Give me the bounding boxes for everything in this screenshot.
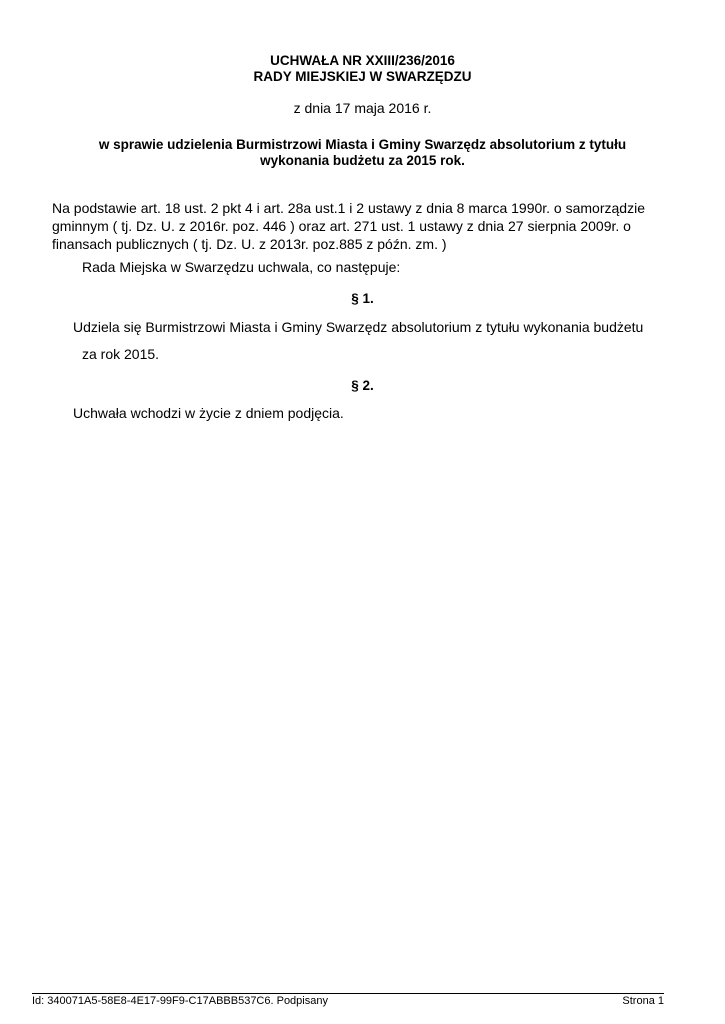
- legal-basis-line-1: Na podstawie art. 18 ust. 2 pkt 4 i art. 28a ust.1 i 2 ustawy z dnia 8 marca 1990r. o samorządzie: [52, 200, 645, 216]
- footer-divider: [32, 993, 664, 994]
- section-1-text-line-2: za rok 2015.: [82, 346, 160, 362]
- resolution-subject-line-1: w sprawie udzielenia Burmistrzowi Miasta i Gminy Swarzędz absolutorium z tytułu: [98, 137, 627, 152]
- section-1-text-line-1: Udziela się Burmistrzowi Miasta i Gminy Swarzędz absolutorium z tytułu wykonania budżetu: [73, 319, 644, 335]
- footer-document-id: Id: 340071A5-58E8-4E17-99F9-C17ABBB537C6. Podpisany: [32, 995, 328, 1007]
- section-1-heading: § 1.: [351, 291, 374, 306]
- footer-page-number: Strona 1: [622, 995, 664, 1007]
- legal-basis-line-2: gminnym ( tj. Dz. U. z 2016r. poz. 446 ) oraz art. 271 ust. 1 ustawy z dnia 27 sierpnia 2009r. o: [52, 218, 631, 234]
- section-2-text: Uchwała wchodzi w życie z dniem podjęcia.: [73, 405, 344, 421]
- resolution-subject-line-2: wykonania budżetu za 2015 rok.: [260, 153, 465, 168]
- council-name: RADY MIEJSKIEJ W SWARZĘDZU: [253, 69, 472, 84]
- resolution-date: z dnia 17 maja 2016 r.: [293, 100, 432, 116]
- resolution-title: UCHWAŁA NR XXIII/236/2016: [270, 53, 455, 68]
- legal-basis-line-3: finansach publicznych ( tj. Dz. U. z 2013r. poz.885 z późn. zm. ): [52, 236, 447, 252]
- resolution-intro: Rada Miejska w Swarzędzu uchwala, co następuje:: [82, 259, 401, 275]
- section-2-heading: § 2.: [351, 378, 374, 393]
